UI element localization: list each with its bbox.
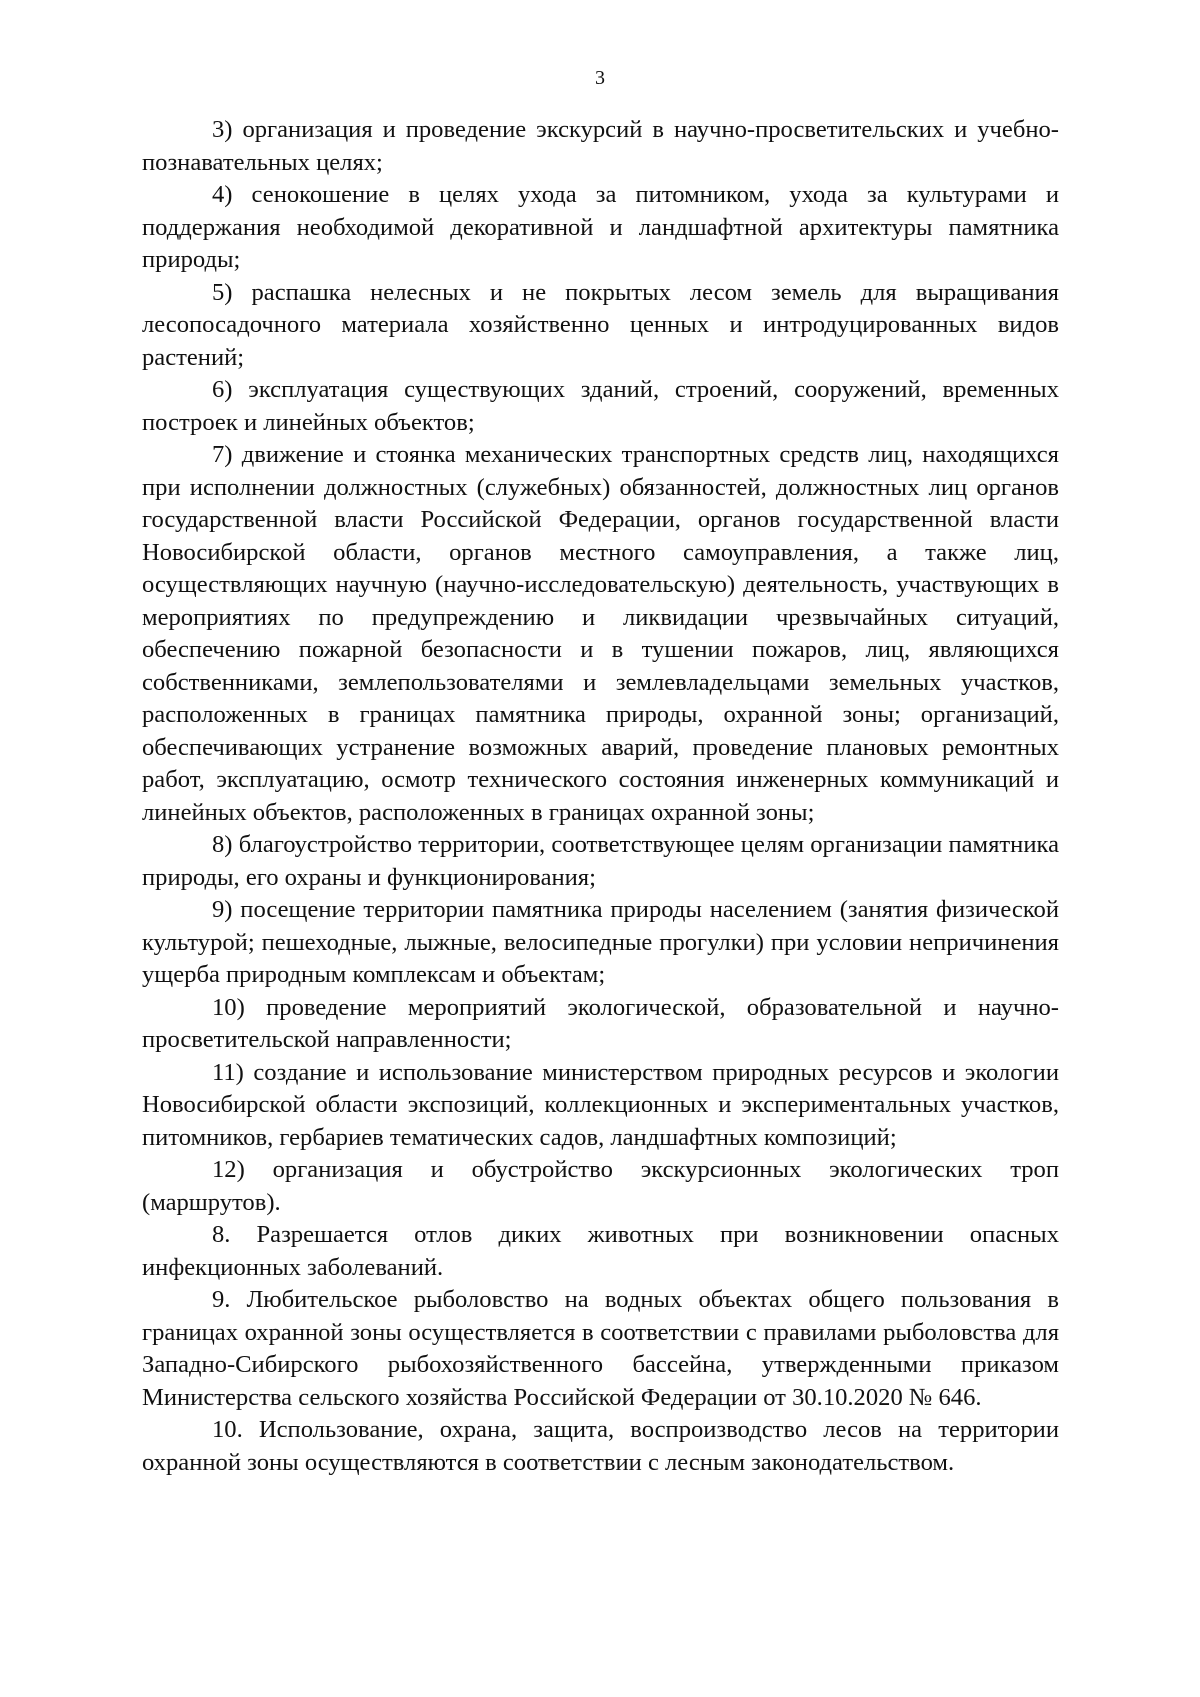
paragraph-item-5: 5) распашка нелесных и не покрытых лесом земель для выращивания лесопосадочного материала хозяйственно ценных и интродуцированных видов растений;	[142, 278, 1059, 371]
paragraph-item-4: 4) сенокошение в целях ухода за питомником, ухода за культурами и поддержания необходимой декоративной и ландшафтной архитектуры памятника природы;	[142, 181, 1059, 273]
paragraph-item-6: 6) эксплуатация существующих зданий, строений, сооружений, временных построек и линейных объектов;	[142, 376, 1059, 436]
clause-8: 8. Разрешается отлов диких животных при возникновении опасных инфекционных заболеваний.	[142, 1221, 1059, 1281]
paragraph-item-7: 7) движение и стоянка механических транспортных средств лиц, находящихся при исполнении должностных (служебных) обязанностей, должностных лиц органов государственной власти Российской Федерации, органов государственной власти Новосибирской области, органов местного самоуправления, а также лиц, осуществляющих научную (научно-исследовательскую) деятельность, участвующих в мероприятиях по предупреждению и ликвидации чрезвычайных ситуаций, обеспечению пожарной безопасности и в тушении пожаров, лиц, являющихся собственниками, землепользователями и землевладельцами земельных участков, расположенных в границах памятника природы, охранной зоны; организаций, обеспечивающих устранение возможных аварий, проведение плановых ремонтных работ, эксплуатацию, осмотр технического состояния инженерных коммуникаций и линейных объектов, расположенных в границах охранной зоны;	[142, 441, 1059, 826]
paragraph-item-11: 11) создание и использование министерством природных ресурсов и экологии Новосибирской области экспозиций, коллекционных и экспериментальных участков, питомников, гербариев тематических садов, ландшафтных композиций;	[142, 1058, 1059, 1151]
clause-10: 10. Использование, охрана, защита, воспроизводство лесов на территории охранной зоны осуществляются в соответствии с лесным законодательством.	[142, 1416, 1059, 1476]
clause-9: 9. Любительское рыболовство на водных объектах общего пользования в границах охранной зоны осуществляется в соответствии с правилами рыболовства для Западно-Сибирского рыбохозяйственного бассейна, утвержденными приказом Министерства сельского хозяйства Российской Федерации от 30.10.2020 № 646.	[142, 1286, 1059, 1411]
paragraph-item-9: 9) посещение территории памятника природы населением (занятия физической культурой; пешеходные, лыжные, велосипедные прогулки) при условии непричинения ущерба природным комплексам и объектам;	[142, 896, 1059, 988]
page-number: 3	[595, 67, 605, 89]
paragraph-item-8: 8) благоустройство территории, соответствующее целям организации памятника природы, его охраны и функционирования;	[142, 831, 1059, 891]
document-body	[142, 114, 1059, 1479]
paragraph-item-10: 10) проведение мероприятий экологической, образовательной и научно-просветительской направленности;	[142, 993, 1059, 1053]
paragraph-item-12: 12) организация и обустройство экскурсионных экологических троп (маршрутов).	[142, 1156, 1059, 1216]
paragraph-item-3: 3) организация и проведение экскурсий в научно-просветительских и учебно-познавательных целях;	[142, 116, 1059, 176]
